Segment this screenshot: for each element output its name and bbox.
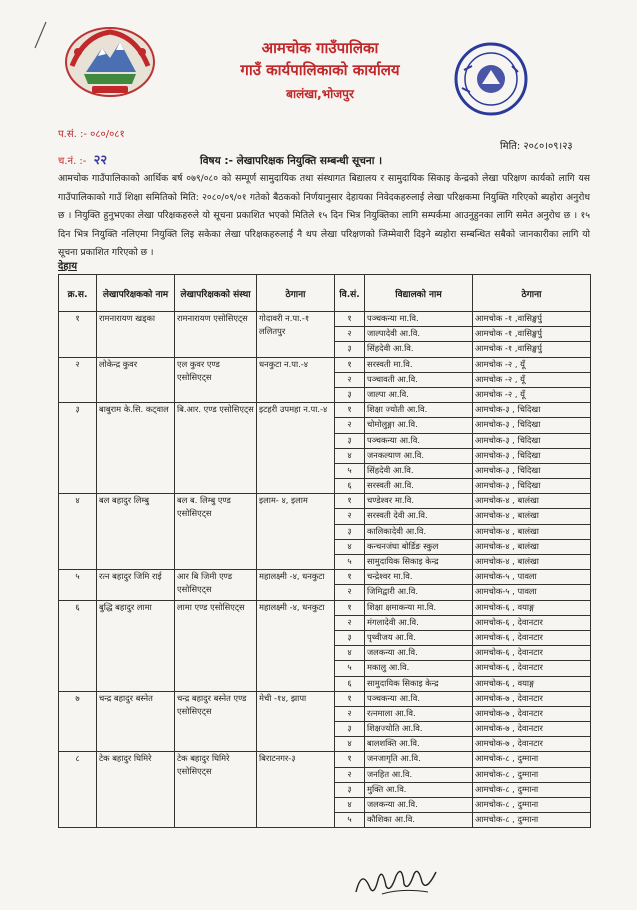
school-number-cell: १ [335,312,365,327]
school-address-cell: आमचोक-३ , चिदिखा [473,479,591,494]
school-address-cell: आमचोक-४ , बालंखा [473,539,591,554]
office-name: गाउँ कार्यपालिकाको कार्यालय [240,61,400,79]
school-address-cell: आमचोक-६ , देवानटार [473,630,591,645]
table-row [59,570,591,585]
table-row [59,691,591,706]
school-number-cell: ३ [335,387,365,402]
serial-number-cell: ८ [59,752,97,828]
school-address-cell: आमचोक-८ , दुम्माना [473,798,591,813]
dispatch-number-value: २२ [93,153,108,168]
auditor-address-cell: गोदावरी न.पा.-१ ललितपुर [257,312,335,358]
annex-label: देहाय [58,261,78,272]
school-address-cell: आमचोक-७ , देवानटार [473,706,591,721]
column-header: क्र.स. [59,275,97,312]
table-row [59,403,591,418]
school-number-cell: १ [335,600,365,615]
school-number-cell: २ [335,418,365,433]
school-address-cell: आमचोक-३ , चिदिखा [473,403,591,418]
table-row [59,752,591,767]
school-address-cell: आमचोक-३ , चिदिखा [473,418,591,433]
column-header: लेखापरिक्षकको संस्था [175,275,257,312]
school-address-cell: आमचोक-८ , दुम्माना [473,782,591,797]
school-address-cell: आमचोक-३ , चिदिखा [473,433,591,448]
school-number-cell: २ [335,327,365,342]
school-name-cell: सिंहदेवी आ.वि. [365,342,473,357]
auditor-name-cell: बल बहादुर लिम्बु [97,494,175,570]
school-address-cell: आमचोक-३ , चिदिखा [473,463,591,478]
school-address-cell: आमचोक-७ , देवानटार [473,722,591,737]
school-number-cell: २ [335,767,365,782]
school-number-cell: ४ [335,737,365,752]
auditor-address-cell: महालक्ष्मी -४, धनकुटा [257,570,335,600]
school-address-cell: आमचोक-६ , वयाङ्ग [473,676,591,691]
serial-number-cell: २ [59,357,97,403]
office-address: बालंखा,भोजपुर [286,87,354,101]
school-name-cell: सरस्वती आ.वि. [365,479,473,494]
school-number-cell: ५ [335,463,365,478]
school-number-cell: ६ [335,676,365,691]
auditor-name-cell: बाबुराम के.सि. कट्वाल [97,403,175,494]
school-name-cell: जलकन्या आ.वि. [365,798,473,813]
school-number-cell: २ [335,706,365,721]
school-name-cell: पञ्चकन्या आ.वि. [365,691,473,706]
auditor-table [58,274,591,828]
reference-number: प.सं. :- ०८०/०८१ [58,129,125,140]
school-name-cell: बालशक्ति आ.वि. [365,737,473,752]
pen-mark-icon [32,20,48,50]
school-address-cell: आमचोक-४ , बालंखा [473,555,591,570]
school-number-cell: ३ [335,722,365,737]
school-address-cell: आमचोक-६ , देवानटार [473,646,591,661]
auditor-address-cell: मेची -१४, झापा [257,691,335,752]
auditor-name-cell: टेक बहादुर घिमिरे [97,752,175,828]
office-seal-stamp [452,40,530,118]
auditor-firm-cell: लामा एण्ड एसोसिएट्स [175,600,257,691]
school-name-cell: सामुदायिक सिकाइ केन्द्र [365,676,473,691]
school-name-cell: चन्द्रेश्वर मा.वि. [365,570,473,585]
school-number-cell: १ [335,570,365,585]
school-name-cell: पञ्चावती आ.वि. [365,372,473,387]
school-number-cell: २ [335,509,365,524]
auditor-firm-cell: एल कुवर एण्ड एसोसिएट्स [175,357,257,403]
school-name-cell: मुक्ति आ.वि. [365,782,473,797]
school-number-cell: २ [335,372,365,387]
school-address-cell: आमचोक-५ , पावला [473,570,591,585]
school-address-cell: आमचोक-३ , चिदिखा [473,448,591,463]
school-number-cell: ४ [335,798,365,813]
column-header: ठेगाना [257,275,335,312]
school-number-cell: ५ [335,555,365,570]
school-number-cell: १ [335,357,365,372]
school-name-cell: पञ्चकन्या मा.वि. [365,312,473,327]
school-address-cell: आमचोक-४ , बालंखा [473,524,591,539]
auditor-name-cell: लोकेन्द्र कुवर [97,357,175,403]
school-address-cell: आमचोक-७ , देवानटार [473,737,591,752]
table-row [59,494,591,509]
dispatch-number-label: च.नं. :- [58,156,87,167]
school-number-cell: ३ [335,524,365,539]
school-name-cell: जाल्पादेवी आ.वि. [365,327,473,342]
school-name-cell: रत्नमाला आ.वि. [365,706,473,721]
school-name-cell: शिक्षा क्षमाकन्या मा.वि. [365,600,473,615]
school-name-cell: जनहित आ.वि. [365,767,473,782]
column-header: ठेगाना [473,275,591,312]
school-name-cell: जलकन्या आ.वि. [365,646,473,661]
school-name-cell: चोमोलुङ्गा आ.वि. [365,418,473,433]
school-name-cell: मंगलादेवी आ.वि. [365,615,473,630]
school-address-cell: आमचोक-४ , बालंखा [473,509,591,524]
serial-number-cell: ५ [59,570,97,600]
serial-number-cell: ३ [59,403,97,494]
auditor-firm-cell: चन्द्र बहादुर बस्नेत एण्ड एसोसिएट्स [175,691,257,752]
auditor-name-cell: रामनारायण खड्का [97,312,175,358]
auditor-firm-cell: टेक बहादुर घिमिरे एसोसिएट्स [175,752,257,828]
school-name-cell: कन्चनजंघा बोर्डिङ स्कुल [365,539,473,554]
school-number-cell: ५ [335,661,365,676]
auditor-address-cell: इटहरी उपमहा न.पा.-४ [257,403,335,494]
column-header: विद्यालको नाम [365,275,473,312]
table-body [59,312,591,828]
school-address-cell: आमचोक -१ ,वासिङ्खर्पु [473,342,591,357]
dispatch-number [58,150,107,168]
school-address-cell: आमचोक-४ , बालंखा [473,494,591,509]
school-name-cell: चण्डेश्वर मा.वि. [365,494,473,509]
table-row [59,312,591,327]
school-address-cell: आमचोक -१ ,वासिङ्खर्पु [473,312,591,327]
school-number-cell: ५ [335,813,365,828]
school-address-cell: आमचोक-६ , देवानटार [473,615,591,630]
nepal-emblem-logo [62,22,158,100]
auditor-name-cell: बुद्धि बहादुर लामा [97,600,175,691]
school-number-cell: १ [335,403,365,418]
serial-number-cell: ७ [59,691,97,752]
auditor-address-cell: महालक्ष्मी -४, धनकुटा [257,600,335,691]
school-name-cell: शिक्षज्योति आ.वि. [365,722,473,737]
school-number-cell: २ [335,615,365,630]
school-address-cell: आमचोक-५ , पावला [473,585,591,600]
school-address-cell: आमचोक-८ , दुम्माना [473,752,591,767]
school-number-cell: ३ [335,342,365,357]
school-number-cell: १ [335,691,365,706]
school-number-cell: ४ [335,539,365,554]
auditor-firm-cell: बल ब. लिम्बु एण्ड एसोसिएट्स [175,494,257,570]
serial-number-cell: ४ [59,494,97,570]
school-number-cell: ४ [335,448,365,463]
school-name-cell: जनकल्याण आ.वि. [365,448,473,463]
school-name-cell: कौशिका आ.वि. [365,813,473,828]
school-name-cell: जिमिद्वारी आ.वि. [365,585,473,600]
school-number-cell: १ [335,752,365,767]
school-name-cell: कालिकादेवी आ.वि. [365,524,473,539]
serial-number-cell: १ [59,312,97,358]
school-name-cell: शिक्षा ज्योती आ.वि. [365,403,473,418]
table-row [59,600,591,615]
school-name-cell: सामुदायिक सिकाइ केन्द्र [365,555,473,570]
auditor-address-cell: बिराटनगर-३ [257,752,335,828]
school-address-cell: आमचोक-६ , देवानटार [473,661,591,676]
school-number-cell: ४ [335,646,365,661]
school-name-cell: जनजागृति आ.वि. [365,752,473,767]
notice-body: आमचोक गाउँपालिकाको आर्थिक बर्ष ०७९/०८० को सम्पूर्ण सामुदायिक तथा संस्थागत बिद्यालय र सामुदायिक सिकाइ केन्द्रको लेखा परिक्षण कार्यको लागि यस गाउँपालिकाको गाउँ शिक्षा समितिको मिति: २०८०/०९/०१ गतेको बैठकको निर्णयानुसार देहायका निवेदकहरुलाई लेखा परिक्षकमा नियुक्ति गरिएको ब्यहोरा अनुरोध छ । नियुक्ति हुनुभएका लेखा परिक्षकहरुले यो सूचना प्रकाशित भएको मितिले १५ दिन भित्र नियुक्तिका लागि सम्पर्कमा आउनुहुनका लागि समेत अनुरोध छ । १५ दिन भित्र नियुक्ति नलिएमा नियुक्ति लिइ सकेका लेखा परिक्षकहरुलाई नै थप लेखा परिक्षणको जिम्मेवारी दिइने ब्यहोरा सम्बन्धित सबैको जानकारीका लागि यो सूचना प्रकाशित गरिएको छ । [58,173,590,259]
school-number-cell: २ [335,585,365,600]
notice-subject: विषय :- लेखापरिक्षक नियुक्ति सम्बन्धी सूचना । [200,155,383,167]
school-name-cell: जाल्पा आ.वि. [365,387,473,402]
school-number-cell: ३ [335,630,365,645]
auditor-firm-cell: रामनारायण एसोसिएट्स [175,312,257,358]
school-number-cell: ६ [335,479,365,494]
auditor-firm-cell: आर बि जिमी एण्ड एसोसिएट्स [175,570,257,600]
column-header: लेखापरिक्षकको नाम [97,275,175,312]
school-name-cell: सरस्वती मा.वि. [365,357,473,372]
school-name-cell: पञ्चकन्या आ.वि. [365,433,473,448]
serial-number-cell: ६ [59,600,97,691]
auditor-address-cell: इलाम- ४, इलाम [257,494,335,570]
school-name-cell: पृथ्वीजय आ.वि. [365,630,473,645]
column-header: वि.सं. [335,275,365,312]
school-address-cell: आमचोक-८ , दुम्माना [473,767,591,782]
school-address-cell: आमचोक -२ , यूँ [473,387,591,402]
school-name-cell: सरस्वती देवी आ.वि. [365,509,473,524]
auditor-address-cell: धनकुटा न.पा.-४ [257,357,335,403]
school-name-cell: सिंहदेवी आ.वि. [365,463,473,478]
table-row [59,357,591,372]
school-address-cell: आमचोक-८ , दुम्माना [473,813,591,828]
officer-signature [352,862,442,900]
auditor-name-cell: रत्न बहादुर जिमि राई [97,570,175,600]
school-number-cell: १ [335,494,365,509]
notice-date: मिति: २०८०।०९।२३ [500,141,573,152]
municipality-name: आमचोक गाउँपालिका [261,39,379,57]
school-address-cell: आमचोक-६ , वयाङ्ग [473,600,591,615]
school-address-cell: आमचोक -२ , यूँ [473,372,591,387]
school-number-cell: ३ [335,433,365,448]
school-name-cell: मकालु आ.वि. [365,661,473,676]
auditor-firm-cell: बि.आर. एण्ड एसोसिएट्स [175,403,257,494]
school-number-cell: ३ [335,782,365,797]
school-address-cell: आमचोक -१ ,वासिङ्खर्पु [473,327,591,342]
school-address-cell: आमचोक-७ , देवानटार [473,691,591,706]
auditor-name-cell: चन्द्र बहादुर बस्नेत [97,691,175,752]
table-header-row [59,275,591,312]
school-address-cell: आमचोक -२ , यूँ [473,357,591,372]
